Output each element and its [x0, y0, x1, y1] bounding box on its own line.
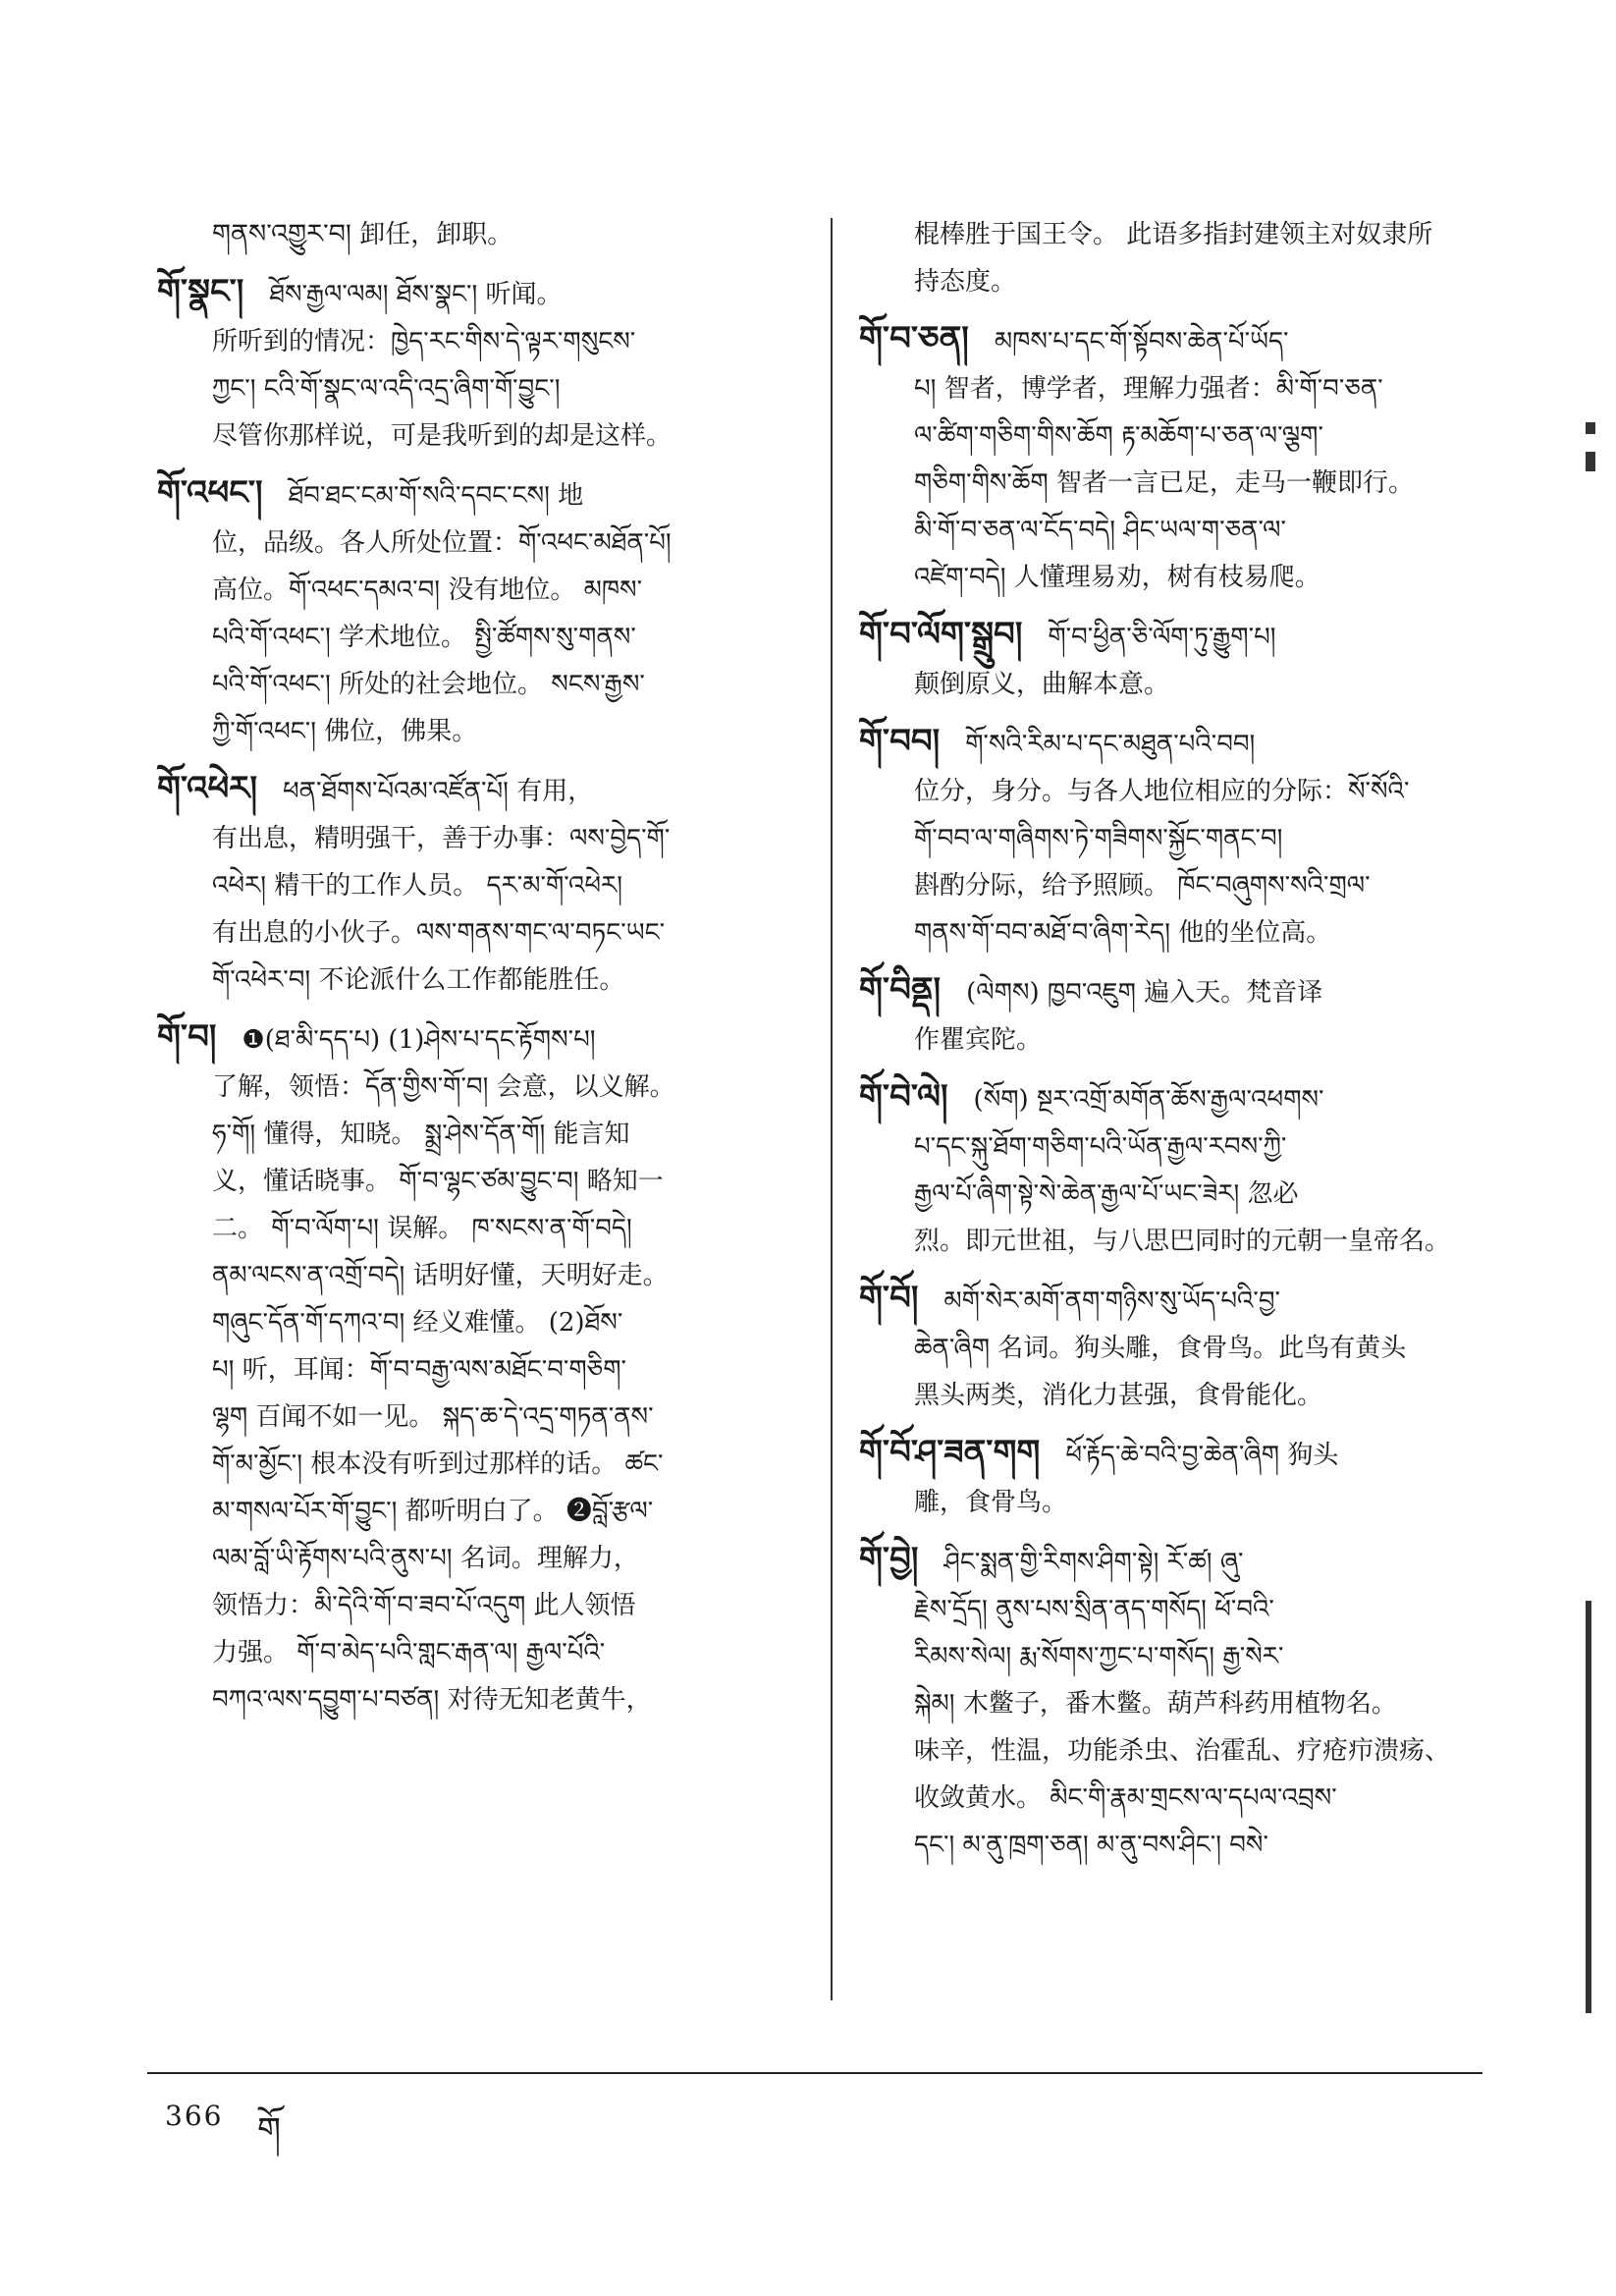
- headword: གོ་བ།: [157, 1017, 217, 1057]
- entry: གོ་བོ་ཤ་ཟན་གག ཕོ་རྟོད་ཆེ་བའི་བྱ་ཆེན་ཞིག 狗头 雕，食骨鸟。: [859, 1433, 1339, 1517]
- continued-entry: 棍棒胜于国王令。 此语多指封建领主对奴隶所 持态度。: [914, 220, 1433, 297]
- headword: གོ་བ་ཅན།: [859, 319, 969, 358]
- headword: གོ་བོ།: [859, 1279, 919, 1318]
- edge-mark: [1586, 422, 1595, 434]
- entry: གོ་བ། ❶(ཐ་མི་དད་པ) (1)ཤེས་པ་དང་རྟོགས་པ། 了解，领悟：དོན་གྱིས་གོ་བ། 会意，以义解。 ཧ་གོ། 懂得，知晓。 སྨྲ་ཤེས་དོན་གོ། 能言知 义，懂话晓事。 གོ་བ་ལྷང་ཙམ་བྱུང་བ། 略知一 二。 གོ་བ་ལོག་པ། 误解。 ཁ་སངས་ན་གོ་བདེ། ནམ་ལངས་ན་འགྲོ་བདེ། 话明好懂，天明好走。 གཞུང་དོན་གོ་དཀའ་བ། 经义难懂。 (2)ཐོས་ པ། 听，耳闻：གོ་བ་བརྒྱ་ལས་མཐོང་བ་གཅིག་ ལྷག 百闻不如一见。 སྐད་ཆ་དེ་འདྲ་གཏན་ནས་ གོ་མ་མྱོང་། 根本没有听到过那样的话。 ཚང་ མ་གསལ་པོར་གོ་བྱུང་། 都听明白了。 ❷བློ་རྩལ་ ལམ་བློ་ཡི་རྟོགས་པའི་ནུས་པ། 名词。理解力， 领悟力：མི་དེའི་གོ་བ་ཟབ་པོ་འདུག 此人领悟 力强。 གོ་བ་མེད་པའི་གླང་རྒན་ལ། རྒྱལ་པོའི་ བཀའ་ལས་དབྱུག་པ་བཙན། 对待无知老黄牛，: [157, 1017, 675, 1715]
- column-divider: [831, 218, 833, 2000]
- entry: གོ་བྱེ། ཤིང་སྨན་གྱི་རིགས་ཤིག་སྟེ། རོ་ཚ། ཞུ་ རྗེས་དྲོད། ནུས་པས་སྲིན་ནད་གསོད། ཕོ་བའི་ རིམས་སེལ། རྨ་སོགས་ཀྱང་པ་གསོད། རྒྱ་སེར་ སྐེམ། 木鳖子，番木鳖。葫芦科药用植物名。 味辛，性温，功能杀虫、治霍乱、疗疮疖溃疡、 收敛黄水。 མིང་གི་རྣམ་གྲངས་ལ་དཔལ་འབྲས་ དང་། མ་ནུ་ཁྲག་ཅན། མ་ནུ་བས་ཤིང་། བསེ་: [859, 1540, 1451, 1860]
- entry: གོ་བེ་ལེ། (སོག) སྔར་འགྲོ་མགོན་ཆོས་རྒྱལ་འཕགས་ པ་དང་སྐུ་ཐོག་གཅིག་པའི་ཡོན་རྒྱལ་རབས་ཀྱི་ རྒྱལ་པོ་ཞིག་སྟེ་སེ་ཆེན་རྒྱལ་པོ་ཡང་ཟེར། 忽必 烈。即元世祖，与八思巴同时的元朝一皇帝名。: [859, 1077, 1451, 1256]
- entry: གོ་བ་ཅན། མཁས་པ་དང་གོ་སྟོབས་ཆེན་པོ་ཡོད་ པ། 智者，博学者，理解力强者：མི་གོ་བ་ཅན་ ལ་ཚིག་གཅིག་གིས་ཆོག རྟ་མཆོག་པ་ཅན་ལ་ལྕག་ གཅིག་གིས་ཆོག 智者一言已足，走马一鞭即行。 མི་གོ་བ་ཅན་ལ་ངོད་བདེ། ཤིང་ཡལ་ག་ཅན་ལ་ འཛེག་བདེ། 人懂理易劝，树有枝易爬。: [859, 319, 1414, 592]
- headword: གོ་འཕང་།: [157, 473, 263, 513]
- headword: གོ་བབ།: [859, 722, 941, 761]
- entry: གོ་བིནྡ། (ལེགས) ཁྱབ་འཇུག 遍入天。梵音译 作瞿宾陀。: [859, 970, 1323, 1055]
- headword: གོ་བིནྡ།: [859, 970, 942, 1010]
- entry: གོ་བབ། གོ་སའི་རིམ་པ་དང་མཐུན་པའི་བབ། 位分，身分。与各人地位相应的分际：སོ་སོའི་ གོ་བབ་ལ་གཞིགས་ཏེ་གཟིགས་སྐྱོང་གནང་བ། 斟酌分际，给予照顾。 ཁོང་བཞུགས་སའི་གྲལ་ གནས་གོ་བབ་མཐོ་བ་ཞིག་རེད། 他的坐位高。: [859, 722, 1410, 948]
- page-number: 366: [165, 2100, 224, 2132]
- entry: གོ་བ་ལོག་སྒྲུབ། གོ་བ་ཕྱིན་ཅི་ལོག་ཏུ་རྒྱུག་པ། 颠倒原义，曲解本意。: [859, 615, 1276, 699]
- headword: གོ་བོ་ཤ་ཟན་གག: [859, 1433, 1041, 1472]
- headword: གོ་བེ་ལེ།: [859, 1077, 948, 1117]
- entry: གོ་སྣང་། ཐོས་རྒྱལ་ལམ། ཐོས་སྣང་། 听闻。 所听到的情况：ཁྱེད་རང་གིས་དེ་ལྟར་གསུངས་ ཀྱང་། ངའི་གོ་སྣང་ལ་འདི་འདྲ་ཞིག་གོ་བྱུང་། 尽管你那样说，可是我听到的却是这样。: [157, 272, 673, 451]
- edge-mark: [1586, 1601, 1591, 2013]
- running-head: གོ: [257, 2110, 281, 2150]
- entry: གོ་བོ། མགོ་སེར་མགོ་ནག་གཉིས་སུ་ཡོད་པའི་བྱ་ ཆེན་ཞིག 名词。狗头雕，食骨鸟。此鸟有黄头 黑头两类，消化力甚强，食骨能化。: [859, 1279, 1407, 1410]
- headword: གོ་སྣང་།: [157, 272, 244, 311]
- edge-mark: [1586, 452, 1595, 471]
- headword: གོ་འཕེར།: [157, 769, 257, 808]
- entry: གོ་འཕང་། ཐོབ་ཐང་ངམ་གོ་སའི་དབང་ངས། 地 位，品级。各人所处位置：གོ་འཕང་མཐོན་པོ། 高位。གོ་འཕང་དམའ་བ། 没有地位。 མཁས་ པའི་གོ་འཕང་། 学术地位。 སྤྱི་ཚོགས་སུ་གནས་ པའི་གོ་འཕང་། 所处的社会地位。 སངས་རྒྱས་ ཀྱི་གོ་འཕང་། 佛位，佛果。: [157, 473, 672, 746]
- left-column: [157, 211, 810, 1733]
- headword: གོ་བ་ལོག་སྒྲུབ།: [859, 615, 1023, 654]
- entry: གོ་འཕེར། ཕན་ཐོགས་པོའམ་འཛོན་པོ། 有用， 有出息，精明强干，善于办事：ལས་བྱེད་གོ་ འཕེར། 精干的工作人员。 དར་མ་གོ་འཕེར། 有出息的小伙子。ལས་གནས་གང་ལ་བཏང་ཡང་ གོ་འཕེར་བ། 不论派什么工作都能胜任。: [157, 769, 671, 995]
- headword: གོ་བྱེ།: [859, 1540, 919, 1579]
- continued-entry: གནས་འགྱུར་བ། 卸任，卸职。: [212, 219, 513, 249]
- right-column: [859, 211, 1492, 1879]
- footer-rule: [147, 2072, 1482, 2074]
